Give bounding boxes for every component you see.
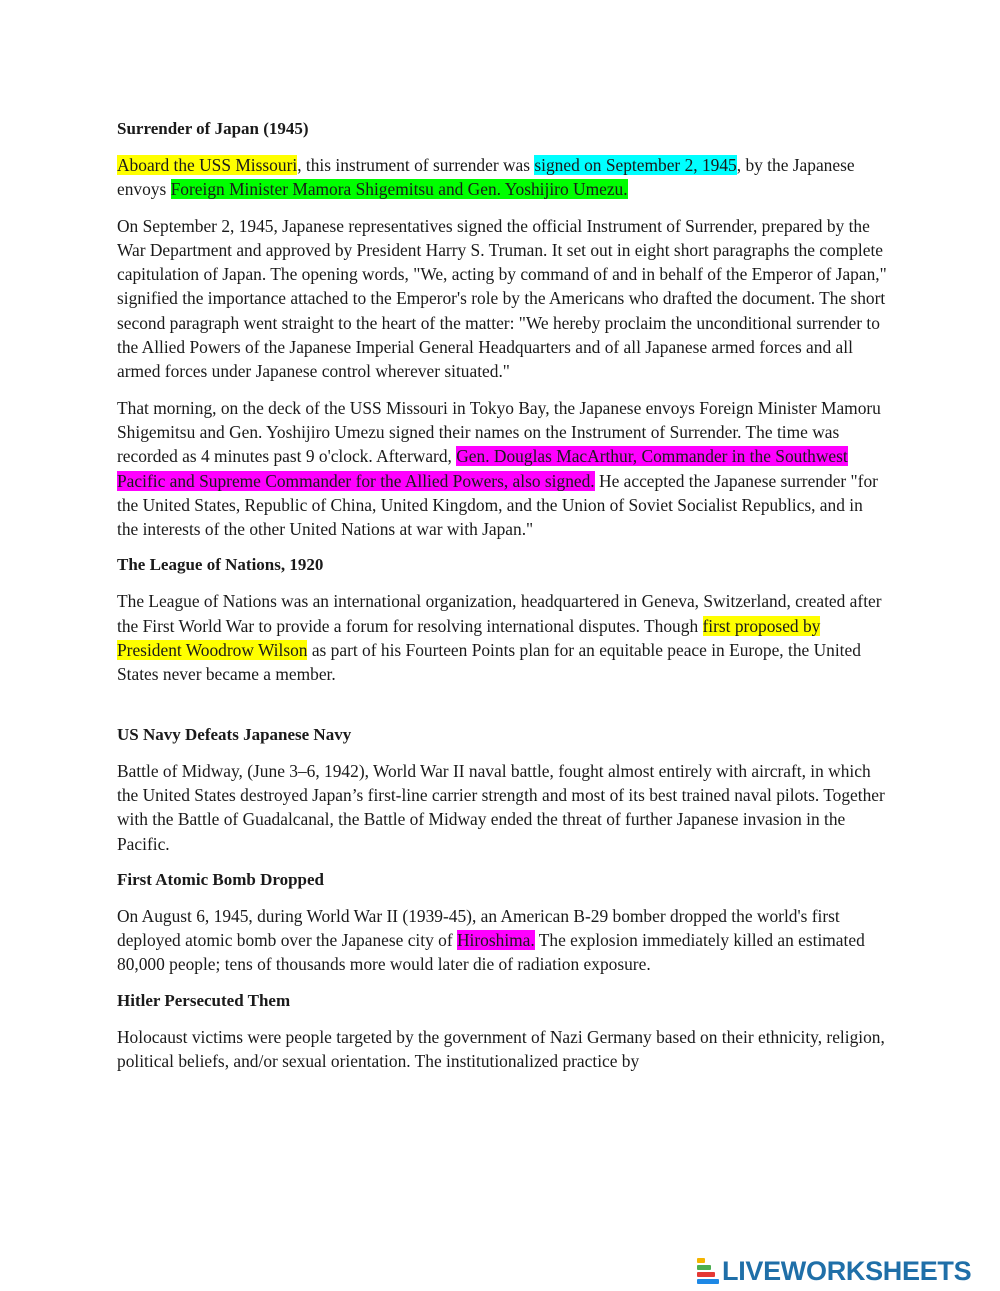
highlight-macarthur: Gen. Douglas MacArthur, Commander in the Southwest Pacific and Supreme Commander for the Allied Powers, also signed. bbox=[117, 446, 848, 491]
text-run: as part of his Fourteen Points plan for an equitable peace in Europe, the United States never became a member. bbox=[117, 640, 861, 685]
text-run: On August 6, 1945, during World War II (1939-45), an American B-29 bomber dropped the world's first deployed atomic bomb over the Japanese city of bbox=[117, 905, 840, 951]
section-heading-holocaust: Hitler Persecuted Them bbox=[117, 990, 291, 1010]
document-page bbox=[117, 117, 887, 1085]
section-heading-midway: US Navy Defeats Japanese Navy bbox=[117, 724, 352, 744]
logo-text: LIVEWORKSHEETS bbox=[722, 1256, 972, 1286]
text-run: He accepted the Japanese surrender "for the United States, Republic of China, United Kingdom, and the Union of Soviet Socialist Republics, and in the interests of the other United Nations at war with Japan." bbox=[117, 470, 878, 540]
section-heading-league: The League of Nations, 1920 bbox=[117, 555, 324, 575]
holocaust-paragraph: Holocaust victims were people targeted by the government of Nazi Germany based on their ethnicity, religion, political beliefs, and/or sexual orientation. The institutionalized practice by bbox=[117, 1026, 885, 1072]
text-run: , this instrument of surrender was bbox=[297, 155, 535, 175]
highlight-envoys: Foreign Minister Mamora Shigemitsu and Gen. Yoshijiro Umezu. bbox=[170, 179, 628, 200]
text-run: That morning, on the deck of the USS Missouri in Tokyo Bay, the Japanese envoys Foreign Minister Mamoru Shigemitsu and Gen. Yoshijiro Umezu signed their names on the Instrument of Surrender. The time was recorded as 4 minutes past 9 o'clock. Afterward, bbox=[117, 397, 881, 467]
highlight-hiroshima: Hiroshima. bbox=[456, 930, 535, 951]
text-run: The explosion immediately killed an estimated 80,000 people; tens of thousands more would later die of radiation exposure. bbox=[117, 930, 865, 975]
section-heading-atomic-bomb: First Atomic Bomb Dropped bbox=[117, 869, 324, 889]
logo-icon bbox=[697, 1258, 719, 1284]
league-paragraph bbox=[117, 589, 887, 686]
section-heading-surrender: Surrender of Japan (1945) bbox=[117, 119, 309, 138]
surrender-intro-paragraph bbox=[117, 153, 887, 202]
surrender-morning-paragraph bbox=[117, 396, 887, 542]
text-run: The League of Nations was an international organization, headquartered in Geneva, Switzerland, created after the First World War to provide a forum for resolving international disputes. Though bbox=[117, 591, 882, 636]
atomic-bomb-paragraph bbox=[117, 904, 887, 977]
surrender-detail-paragraph: On September 2, 1945, Japanese representatives signed the official Instrument of Surrender, prepared by the War Department and approved by President Harry S. Truman. It set out in eight short paragraphs the complete capitulation of Japan. The opening words, "We, acting by command of and in behalf of the Emperor of Japan," signified the importance attached to the Emperor's role by the Americans who drafted the document. The short second paragraph went straight to the heart of the matter: "We hereby proclaim the unconditional surrender to the Allied Powers of the Japanese Imperial General Headquarters and of all Japanese armed forces and all armed forces under Japanese control wherever situated." bbox=[117, 215, 887, 382]
liveworksheets-logo bbox=[697, 1256, 971, 1286]
highlight-wilson: first proposed by President Woodrow Wilson bbox=[117, 615, 821, 661]
highlight-uss-missouri: Aboard the USS Missouri bbox=[117, 155, 298, 175]
text-run: , by the Japanese envoys bbox=[117, 155, 855, 200]
blank-line bbox=[117, 699, 887, 723]
highlight-signed-date: signed on September 2, 1945 bbox=[534, 155, 737, 175]
midway-paragraph: Battle of Midway, (June 3–6, 1942), World War II naval battle, fought almost entirely with aircraft, in which the United States destroyed Japan’s first-line carrier strength and most of its best trained naval pilots. Together with the Battle of Guadalcanal, the Battle of Midway ended the threat of further Japanese invasion in the Pacific. bbox=[117, 760, 885, 854]
